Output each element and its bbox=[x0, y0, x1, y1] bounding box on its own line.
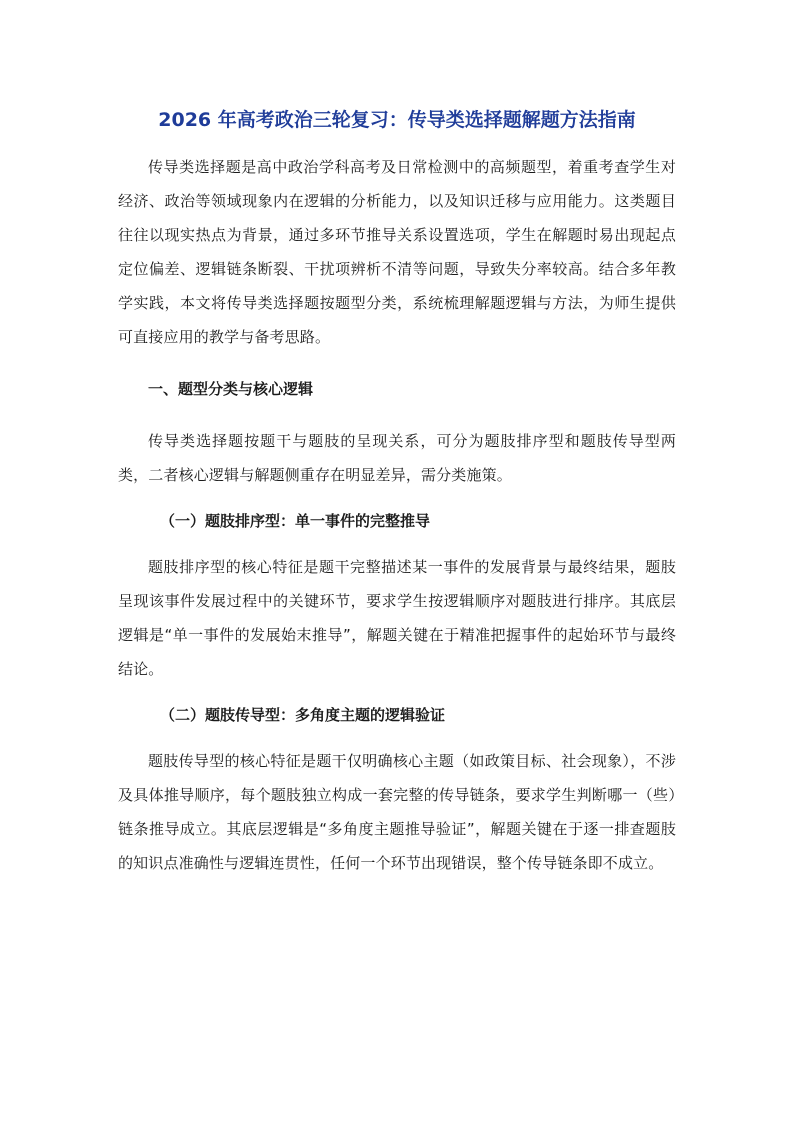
intro-paragraph: 传导类选择题是高中政治学科高考及日常检测中的高频题型，着重考查学生对经济、政治等领域现象内在逻辑的分析能力，以及知识迁移与应用能力。这类题目往往以现实热点为背景，通过多环节推导关系设置选项，学生在解题时易出现起点定位偏差、逻辑链条断裂、干扰项辨析不清等问题，导致失分率较高。结合多年教学实践，本文将传导类选择题按题型分类，系统梳理解题逻辑与方法，为师生提供可直接应用的教学与备考思路。 bbox=[118, 158, 676, 346]
section-heading: 一、题型分类与核心逻辑 bbox=[148, 380, 314, 398]
document-title: 2026 年高考政治三轮复习：传导类选择题解题方法指南 bbox=[158, 109, 636, 131]
subsection-heading-1: （一）题肢排序型：单一事件的完整推导 bbox=[160, 512, 431, 530]
subsection-paragraph-1: 题肢排序型的核心特征是题干完整描述某一事件的发展背景与最终结果，题肢呈现该事件发展过程中的关键环节，要求学生按逻辑顺序对题肢进行排序。其底层逻辑是“单一事件的发展始末推导”，解题关键在于精准把握事件的起始环节与最终结论。 bbox=[118, 558, 676, 678]
section-intro-paragraph: 传导类选择题按题干与题肢的呈现关系，可分为题肢排序型和题肢传导型两类，二者核心逻辑与解题侧重存在明显差异，需分类施策。 bbox=[118, 432, 676, 484]
subsection-heading-2: （二）题肢传导型：多角度主题的逻辑验证 bbox=[160, 706, 446, 724]
subsection-paragraph-2: 题肢传导型的核心特征是题干仅明确核心主题（如政策目标、社会现象），不涉及具体推导顺序，每个题肢独立构成一套完整的传导链条，要求学生判断哪一（些）链条推导成立。其底层逻辑是“多角度主题推导验证”，解题关键在于逐一排查题肢的知识点准确性与逻辑连贯性，任何一个环节出现错误，整个传导链条即不成立。 bbox=[118, 752, 676, 872]
